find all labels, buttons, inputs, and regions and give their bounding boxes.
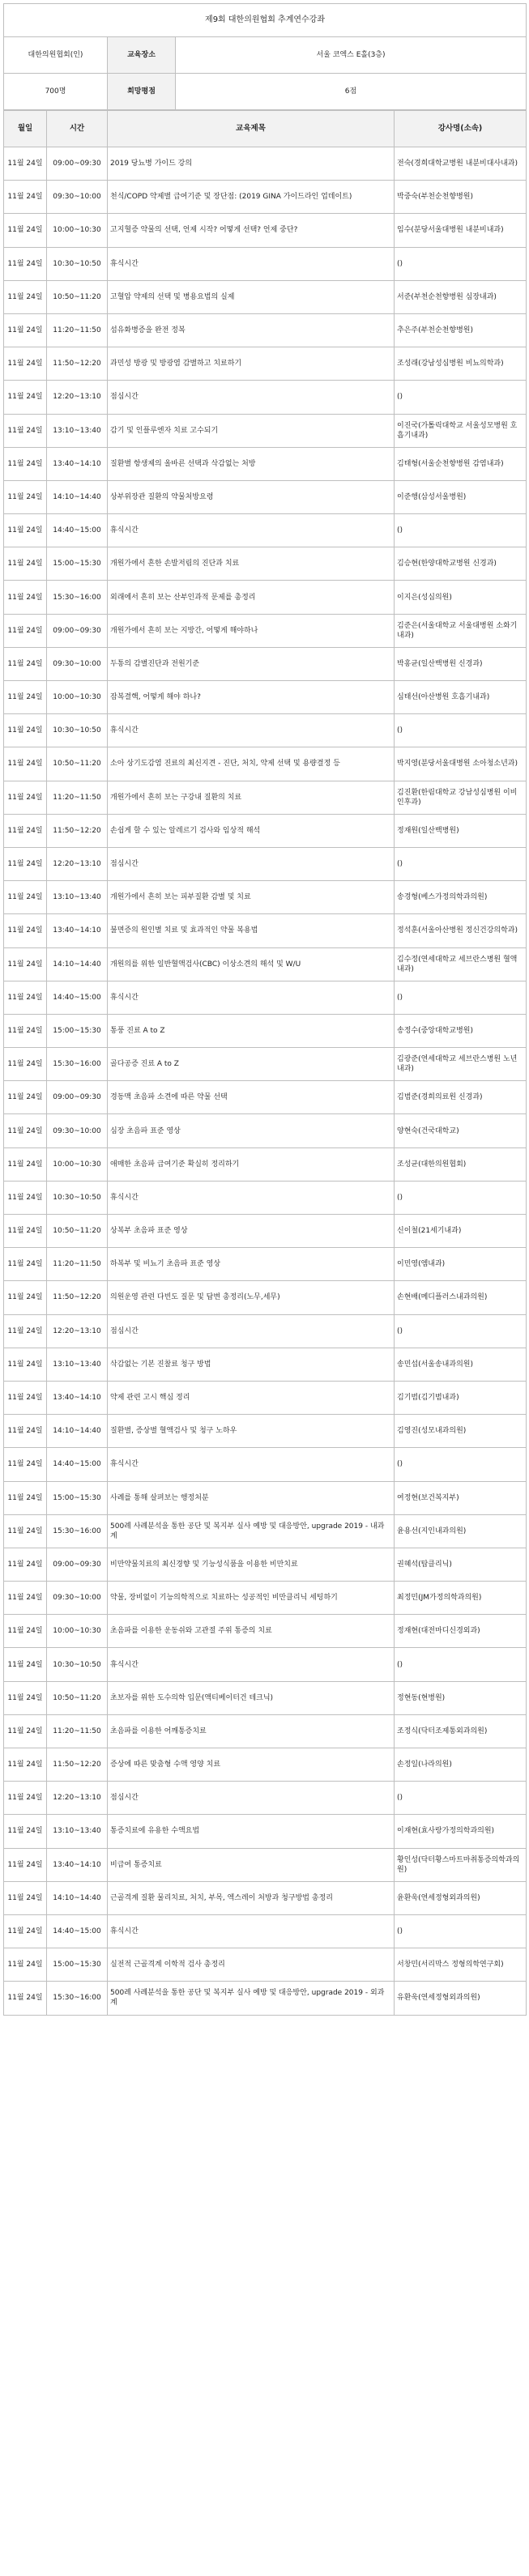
- row-lecturer: 서창민(서리막스 정형의학연구회): [395, 1948, 527, 1982]
- row-title: 감기 및 인플루엔자 치료 고수되기: [108, 414, 395, 447]
- row-lecturer: 김기범(김기범내과): [395, 1381, 527, 1414]
- row-title: 사례를 통해 살펴보는 행정처분: [108, 1481, 395, 1514]
- row-time: 14:10~14:40: [47, 947, 108, 981]
- row-lecturer: 윤환욱(연세정형외과의원): [395, 1881, 527, 1914]
- hope-score-label: 희망평점: [108, 74, 176, 110]
- table-row: [4, 1681, 527, 1714]
- row-title: 고지혈증 약물의 선택, 언제 시작? 어떻게 선택? 언제 중단?: [108, 214, 395, 247]
- row-title: 통풍 진료 A to Z: [108, 1014, 395, 1047]
- row-title: 실전적 근골격계 이학적 검사 총정리: [108, 1948, 395, 1982]
- row-time: 15:00~15:30: [47, 1014, 108, 1047]
- row-lecturer: 박중숙(부천순천향병원): [395, 181, 527, 214]
- table-row: [4, 1181, 527, 1214]
- row-lecturer: 손현배(메디플러스내과의원): [395, 1281, 527, 1314]
- row-time: 09:00~09:30: [47, 614, 108, 647]
- row-date: 11월 24일: [4, 881, 47, 914]
- row-title: 고혈압 약제의 선택 및 병용요법의 실제: [108, 280, 395, 313]
- row-title: 휴식시간: [108, 1648, 395, 1681]
- row-time: 10:50~11:20: [47, 280, 108, 313]
- row-time: 11:50~12:20: [47, 814, 108, 847]
- row-lecturer: 조정식(닥터조제통외과의원): [395, 1714, 527, 1748]
- table-row: [4, 647, 527, 680]
- row-lecturer: 김광준(연세대학교 세브란스병원 노년내과): [395, 1048, 527, 1081]
- table-row: [4, 747, 527, 781]
- row-lecturer: 김영진(성모내과의원): [395, 1415, 527, 1448]
- row-title: 두통의 감별진단과 전원기준: [108, 647, 395, 680]
- row-title: 불면증의 원인별 치료 및 효과적인 약물 복용법: [108, 914, 395, 947]
- info-table: [3, 3, 527, 110]
- row-lecturer: 정석훈(서울아산병원 정신건강의학과): [395, 914, 527, 947]
- row-time: 09:30~10:00: [47, 647, 108, 680]
- schedule-table: [3, 110, 527, 2016]
- row-time: 09:00~09:30: [47, 147, 108, 181]
- row-title: 삭감없는 기본 진찰료 청구 방법: [108, 1348, 395, 1381]
- table-row: [4, 1748, 527, 1782]
- row-date: 11월 24일: [4, 614, 47, 647]
- row-title: 개원의를 위한 일반혈액검사(CBC) 이상소견의 해석 및 W/U: [108, 947, 395, 981]
- row-lecturer: (): [395, 381, 527, 414]
- row-lecturer: (): [395, 1782, 527, 1815]
- table-row: [4, 781, 527, 814]
- row-title: 근골격계 질환 물리치료, 처치, 부목, 엑스레이 처방과 청구방법 총정리: [108, 1881, 395, 1914]
- table-row: [4, 1381, 527, 1414]
- row-lecturer: 김태형(서울순천향병원 감염내과): [395, 447, 527, 480]
- row-time: 15:00~15:30: [47, 1948, 108, 1982]
- row-time: 15:00~15:30: [47, 1481, 108, 1514]
- row-time: 09:30~10:00: [47, 1582, 108, 1615]
- table-row: [4, 1782, 527, 1815]
- table-row: [4, 847, 527, 880]
- row-time: 10:00~10:30: [47, 1615, 108, 1648]
- row-date: 11월 24일: [4, 1048, 47, 1081]
- row-time: 13:10~13:40: [47, 1348, 108, 1381]
- row-date: 11월 24일: [4, 1648, 47, 1681]
- row-date: 11월 24일: [4, 581, 47, 614]
- row-time: 14:40~15:00: [47, 514, 108, 547]
- venue-label: 교육장소: [108, 37, 176, 74]
- row-title: 휴식시간: [108, 1181, 395, 1214]
- row-date: 11월 24일: [4, 1514, 47, 1548]
- row-lecturer: (): [395, 981, 527, 1014]
- table-row: [4, 1881, 527, 1914]
- row-lecturer: 정재원(일산백병원): [395, 814, 527, 847]
- row-lecturer: 박홍균(일산백병원 신경과): [395, 647, 527, 680]
- row-date: 11월 24일: [4, 1782, 47, 1815]
- row-lecturer: (): [395, 1448, 527, 1481]
- row-time: 11:20~11:50: [47, 313, 108, 347]
- hope-score-value: 6점: [176, 74, 527, 110]
- row-date: 11월 24일: [4, 1948, 47, 1982]
- row-lecturer: 유환욱(연세정형외과의원): [395, 1982, 527, 2015]
- row-time: 12:20~13:10: [47, 1782, 108, 1815]
- row-lecturer: 추은주(부천순천향병원): [395, 313, 527, 347]
- table-row: [4, 1648, 527, 1681]
- table-row: [4, 1114, 527, 1147]
- row-time: 13:40~14:10: [47, 1381, 108, 1414]
- table-row: [4, 947, 527, 981]
- row-date: 11월 24일: [4, 1381, 47, 1414]
- row-title: 비급여 통증치료: [108, 1848, 395, 1881]
- table-row: [4, 1481, 527, 1514]
- row-lecturer: 이진국(가톨릭대학교 서울성모병원 호흡기내과): [395, 414, 527, 447]
- row-title: 휴식시간: [108, 247, 395, 280]
- row-time: 13:40~14:10: [47, 447, 108, 480]
- table-row: [4, 1415, 527, 1448]
- row-date: 11월 24일: [4, 747, 47, 781]
- row-lecturer: 윤용선(지인내과의원): [395, 1514, 527, 1548]
- row-date: 11월 24일: [4, 1481, 47, 1514]
- row-date: 11월 24일: [4, 414, 47, 447]
- row-lecturer: (): [395, 1914, 527, 1948]
- table-row: [4, 547, 527, 581]
- row-time: 14:10~14:40: [47, 1881, 108, 1914]
- row-lecturer: 여정현(보건복지부): [395, 1481, 527, 1514]
- document-title: 제9회 대한의원협회 추계연수강좌: [4, 4, 527, 37]
- row-lecturer: (): [395, 1648, 527, 1681]
- row-time: 10:30~10:50: [47, 1648, 108, 1681]
- table-row: [4, 1582, 527, 1615]
- table-row: [4, 1914, 527, 1948]
- row-title: 500례 사례분석을 통한 공단 및 복지부 실사 예방 및 대응방안, upgrade 2019 - 내과계: [108, 1514, 395, 1548]
- table-row: [4, 914, 527, 947]
- row-date: 11월 24일: [4, 914, 47, 947]
- row-title: 소아 상기도감염 진료의 최신지견 - 진단, 처치, 약제 선택 및 용량결정 등: [108, 747, 395, 781]
- row-time: 11:50~12:20: [47, 1281, 108, 1314]
- table-row: [4, 313, 527, 347]
- row-time: 09:30~10:00: [47, 181, 108, 214]
- row-time: 10:50~11:20: [47, 1215, 108, 1248]
- row-time: 13:10~13:40: [47, 414, 108, 447]
- row-lecturer: 김진환(한림대학교 강남성심병원 이비인후과): [395, 781, 527, 814]
- table-row: [4, 447, 527, 480]
- row-lecturer: (): [395, 1181, 527, 1214]
- row-time: 15:30~16:00: [47, 1514, 108, 1548]
- row-lecturer: 이준행(삼성서울병원): [395, 480, 527, 513]
- row-date: 11월 24일: [4, 1582, 47, 1615]
- row-date: 11월 24일: [4, 547, 47, 581]
- row-lecturer: 송경형(베스가정의학과의원): [395, 881, 527, 914]
- table-row: [4, 1548, 527, 1581]
- row-time: 10:30~10:50: [47, 247, 108, 280]
- row-lecturer: 송정수(중앙대학교병원): [395, 1014, 527, 1047]
- table-row: [4, 981, 527, 1014]
- row-date: 11월 24일: [4, 1881, 47, 1914]
- row-date: 11월 24일: [4, 447, 47, 480]
- row-time: 10:00~10:30: [47, 214, 108, 247]
- row-date: 11월 24일: [4, 214, 47, 247]
- venue-value: 서울 코엑스 E홀(3층): [176, 37, 527, 74]
- row-lecturer: 박지영(분당서울대병원 소아청소년과): [395, 747, 527, 781]
- row-date: 11월 24일: [4, 781, 47, 814]
- row-date: 11월 24일: [4, 1415, 47, 1448]
- row-lecturer: 이재현(효사랑가정의학과의원): [395, 1815, 527, 1848]
- header-lecturer: 강사명(소속): [395, 111, 527, 147]
- row-title: 상복부 초음파 표준 영상: [108, 1215, 395, 1248]
- table-row: [4, 480, 527, 513]
- row-title: 휴식시간: [108, 514, 395, 547]
- row-title: 증상에 따른 맞춤형 수액 영양 치료: [108, 1748, 395, 1782]
- row-date: 11월 24일: [4, 1914, 47, 1948]
- row-time: 10:50~11:20: [47, 1681, 108, 1714]
- row-title: 휴식시간: [108, 1914, 395, 1948]
- row-lecturer: 조성래(강남성심병원 비뇨의학과): [395, 347, 527, 381]
- table-row: [4, 414, 527, 447]
- row-time: 10:00~10:30: [47, 681, 108, 714]
- row-title: 손쉽게 할 수 있는 알레르기 검사와 임상적 해석: [108, 814, 395, 847]
- row-lecturer: 최정민(JM가정의학과의원): [395, 1582, 527, 1615]
- table-row: [4, 581, 527, 614]
- row-date: 11월 24일: [4, 1114, 47, 1147]
- row-lecturer: 정재현(대전마디신경외과): [395, 1615, 527, 1648]
- row-time: 11:50~12:20: [47, 1748, 108, 1782]
- row-lecturer: 김승현(한양대학교병원 신경과): [395, 547, 527, 581]
- row-title: 약물, 장비없이 기능의학적으로 치료하는 성공적인 비만클리닉 세팅하기: [108, 1582, 395, 1615]
- table-row: [4, 1281, 527, 1314]
- row-time: 13:40~14:10: [47, 1848, 108, 1881]
- row-date: 11월 24일: [4, 1982, 47, 2015]
- row-time: 11:20~11:50: [47, 1248, 108, 1281]
- table-row: [4, 280, 527, 313]
- table-row: [4, 1815, 527, 1848]
- row-date: 11월 24일: [4, 247, 47, 280]
- row-title: 휴식시간: [108, 1448, 395, 1481]
- table-row: [4, 514, 527, 547]
- row-date: 11월 24일: [4, 1815, 47, 1848]
- row-date: 11월 24일: [4, 1714, 47, 1748]
- row-lecturer: 이민영(엠내과): [395, 1248, 527, 1281]
- table-row: [4, 1048, 527, 1081]
- table-row: [4, 1982, 527, 2015]
- table-row: [4, 1615, 527, 1648]
- row-date: 11월 24일: [4, 1448, 47, 1481]
- row-title: 과민성 방광 및 방광염 감별하고 치료하기: [108, 347, 395, 381]
- row-time: 12:20~13:10: [47, 847, 108, 880]
- row-title: 개원가에서 흔히 보는 피부질환 감별 및 치료: [108, 881, 395, 914]
- row-title: 골다공증 진료 A to Z: [108, 1048, 395, 1081]
- table-row: [4, 1081, 527, 1114]
- row-time: 14:40~15:00: [47, 981, 108, 1014]
- table-row: [4, 1948, 527, 1982]
- row-title: 점심시간: [108, 847, 395, 880]
- row-lecturer: 심태선(아산병원 호흡기내과): [395, 681, 527, 714]
- row-lecturer: (): [395, 514, 527, 547]
- table-row: [4, 1248, 527, 1281]
- row-title: 하복부 및 비뇨기 초음파 표준 영상: [108, 1248, 395, 1281]
- row-date: 11월 24일: [4, 647, 47, 680]
- row-lecturer: 신이철(21세기내과): [395, 1215, 527, 1248]
- table-row: [4, 214, 527, 247]
- row-lecturer: 양현숙(건국대학교): [395, 1114, 527, 1147]
- row-time: 13:10~13:40: [47, 881, 108, 914]
- row-lecturer: 김준은(서울대학교 서울대병원 소화기내과): [395, 614, 527, 647]
- row-title: 점심시간: [108, 1782, 395, 1815]
- row-lecturer: 정현동(현병원): [395, 1681, 527, 1714]
- row-title: 섬유화병증을 완전 정복: [108, 313, 395, 347]
- row-time: 14:40~15:00: [47, 1448, 108, 1481]
- row-time: 10:50~11:20: [47, 747, 108, 781]
- row-time: 14:10~14:40: [47, 480, 108, 513]
- row-lecturer: 손정일(나라의원): [395, 1748, 527, 1782]
- row-lecturer: 황인성(닥터황스마트마취통증의학과의원): [395, 1848, 527, 1881]
- row-time: 13:10~13:40: [47, 1815, 108, 1848]
- table-row: [4, 147, 527, 181]
- row-lecturer: (): [395, 847, 527, 880]
- row-lecturer: 조성균(대한의원협회): [395, 1147, 527, 1181]
- row-lecturer: (): [395, 247, 527, 280]
- table-row: [4, 1314, 527, 1348]
- row-time: 09:00~09:30: [47, 1081, 108, 1114]
- row-title: 개원가에서 흔히 보는 구강내 질환의 치료: [108, 781, 395, 814]
- row-date: 11월 24일: [4, 1848, 47, 1881]
- table-row: [4, 881, 527, 914]
- row-date: 11월 24일: [4, 480, 47, 513]
- row-title: 점심시간: [108, 381, 395, 414]
- row-time: 15:00~15:30: [47, 547, 108, 581]
- row-time: 09:30~10:00: [47, 1114, 108, 1147]
- row-date: 11월 24일: [4, 1314, 47, 1348]
- row-title: 애매한 초음파 급여기준 확실히 정리하기: [108, 1147, 395, 1181]
- row-date: 11월 24일: [4, 947, 47, 981]
- row-title: 의원운영 관련 다빈도 질문 및 답변 총정리(노무,세무): [108, 1281, 395, 1314]
- row-title: 비만약물치료의 최신경향 및 기능성식품을 이용한 비만치료: [108, 1548, 395, 1581]
- row-date: 11월 24일: [4, 347, 47, 381]
- row-lecturer: 임수(분당서울대병원 내분비내과): [395, 214, 527, 247]
- table-row: [4, 347, 527, 381]
- row-time: 09:00~09:30: [47, 1548, 108, 1581]
- capacity-cell: 700명: [4, 74, 108, 110]
- row-lecturer: 이지은(성심의원): [395, 581, 527, 614]
- row-date: 11월 24일: [4, 1281, 47, 1314]
- row-title: 초음파를 이용한 운동쉬와 고관절 주위 통증의 치료: [108, 1615, 395, 1648]
- table-row: [4, 181, 527, 214]
- row-date: 11월 24일: [4, 1615, 47, 1648]
- row-time: 14:40~15:00: [47, 1914, 108, 1948]
- row-title: 외래에서 흔히 보는 산부인과적 문제를 총정리: [108, 581, 395, 614]
- row-title: 초보자를 위한 도수의학 입문(액티베이터건 테크닉): [108, 1681, 395, 1714]
- schedule-header-row: [4, 111, 527, 147]
- row-date: 11월 24일: [4, 381, 47, 414]
- row-title: 심장 초음파 표준 영상: [108, 1114, 395, 1147]
- row-date: 11월 24일: [4, 147, 47, 181]
- row-date: 11월 24일: [4, 1181, 47, 1214]
- table-row: [4, 1514, 527, 1548]
- row-time: 15:30~16:00: [47, 1982, 108, 2015]
- row-date: 11월 24일: [4, 1215, 47, 1248]
- row-lecturer: (): [395, 714, 527, 747]
- row-time: 13:40~14:10: [47, 914, 108, 947]
- row-date: 11월 24일: [4, 1548, 47, 1581]
- header-date: 월일: [4, 111, 47, 147]
- table-row: [4, 247, 527, 280]
- row-time: 12:20~13:10: [47, 381, 108, 414]
- row-title: 2019 당뇨병 가이드 강의: [108, 147, 395, 181]
- row-title: 초음파를 이용한 어깨통증치료: [108, 1714, 395, 1748]
- row-date: 11월 24일: [4, 1248, 47, 1281]
- row-date: 11월 24일: [4, 514, 47, 547]
- table-row: [4, 1014, 527, 1047]
- row-title: 질환별 항생제의 올바른 선택과 삭감없는 처방: [108, 447, 395, 480]
- row-title: 500례 사례분석을 통한 공단 및 복지부 실사 예방 및 대응방안, upgrade 2019 - 외과계: [108, 1982, 395, 2015]
- row-time: 11:20~11:50: [47, 781, 108, 814]
- row-title: 잠복결핵, 어떻게 해야 하나?: [108, 681, 395, 714]
- row-time: 11:20~11:50: [47, 1714, 108, 1748]
- row-date: 11월 24일: [4, 1681, 47, 1714]
- row-date: 11월 24일: [4, 1147, 47, 1181]
- table-row: [4, 1348, 527, 1381]
- row-date: 11월 24일: [4, 814, 47, 847]
- row-time: 15:30~16:00: [47, 1048, 108, 1081]
- table-row: [4, 814, 527, 847]
- row-date: 11월 24일: [4, 847, 47, 880]
- table-row: [4, 1147, 527, 1181]
- table-row: [4, 381, 527, 414]
- row-title: 휴식시간: [108, 981, 395, 1014]
- table-row: [4, 1215, 527, 1248]
- row-date: 11월 24일: [4, 280, 47, 313]
- row-time: 15:30~16:00: [47, 581, 108, 614]
- schedule-body: [4, 147, 527, 2016]
- row-title: 개원가에서 흔한 손발저림의 진단과 치료: [108, 547, 395, 581]
- row-date: 11월 24일: [4, 1748, 47, 1782]
- organizer-cell: 대한의원협회(인): [4, 37, 108, 74]
- row-lecturer: 김범준(경희의료원 신경과): [395, 1081, 527, 1114]
- row-lecturer: 송민섭(서울송내과의원): [395, 1348, 527, 1381]
- row-lecturer: 권혜석(탑클리닉): [395, 1548, 527, 1581]
- row-time: 11:50~12:20: [47, 347, 108, 381]
- row-title: 개원가에서 흔히 보는 지방간, 어떻게 해야하나: [108, 614, 395, 647]
- table-row: [4, 1714, 527, 1748]
- header-time: 시간: [47, 111, 108, 147]
- row-time: 10:00~10:30: [47, 1147, 108, 1181]
- row-time: 10:30~10:50: [47, 1181, 108, 1214]
- row-title: 통증치료에 유용한 수액요법: [108, 1815, 395, 1848]
- row-date: 11월 24일: [4, 1081, 47, 1114]
- row-title: 질환별, 증상별 혈액검사 및 청구 노하우: [108, 1415, 395, 1448]
- row-lecturer: (): [395, 1314, 527, 1348]
- row-date: 11월 24일: [4, 681, 47, 714]
- row-title: 경동맥 초음파 소견에 따른 약물 선택: [108, 1081, 395, 1114]
- row-date: 11월 24일: [4, 714, 47, 747]
- row-date: 11월 24일: [4, 1348, 47, 1381]
- row-lecturer: 전숙(경희대학교병원 내분비대사내과): [395, 147, 527, 181]
- row-title: 휴식시간: [108, 714, 395, 747]
- row-date: 11월 24일: [4, 313, 47, 347]
- table-row: [4, 1848, 527, 1881]
- row-date: 11월 24일: [4, 981, 47, 1014]
- row-title: 약제 관련 고시 핵심 정리: [108, 1381, 395, 1414]
- table-row: [4, 1448, 527, 1481]
- row-title: 상부위장관 질환의 약물처방요령: [108, 480, 395, 513]
- table-row: [4, 714, 527, 747]
- row-title: 점심시간: [108, 1314, 395, 1348]
- row-time: 14:10~14:40: [47, 1415, 108, 1448]
- row-time: 10:30~10:50: [47, 714, 108, 747]
- row-lecturer: 서준(부천순천향병원 심장내과): [395, 280, 527, 313]
- row-date: 11월 24일: [4, 181, 47, 214]
- row-date: 11월 24일: [4, 1014, 47, 1047]
- table-row: [4, 614, 527, 647]
- table-row: [4, 681, 527, 714]
- row-title: 천식/COPD 약제별 급여기준 및 장단점: (2019 GINA 가이드라인 업데이트): [108, 181, 395, 214]
- row-time: 12:20~13:10: [47, 1314, 108, 1348]
- header-title: 교육제목: [108, 111, 395, 147]
- row-lecturer: 김수정(연세대학교 세브란스병원 혈액내과): [395, 947, 527, 981]
